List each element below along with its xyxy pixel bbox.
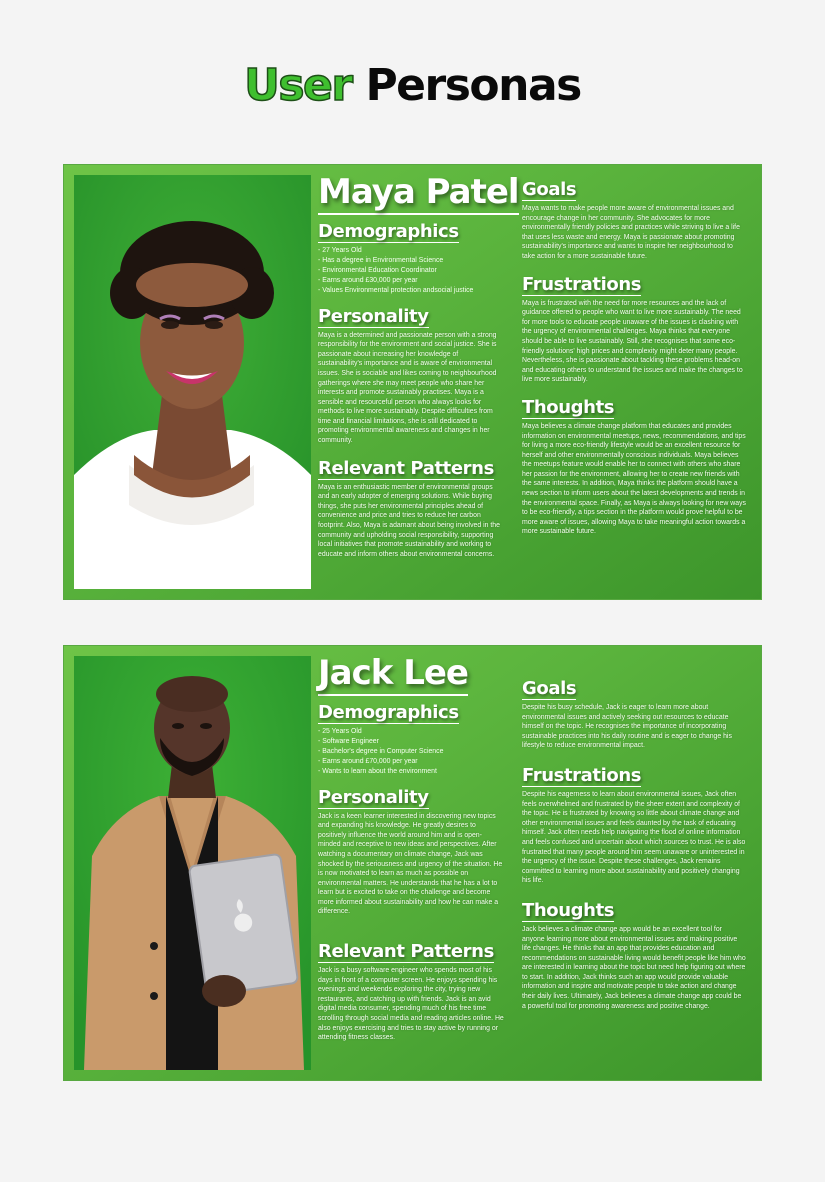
demographics-item: - Bachelor's degree in Computer Science — [318, 747, 504, 757]
goals-text: Maya wants to make people more aware of environmental issues and encourage change in her community. She advocates for more environmentally friendly policies and practices while striving to live a life that uses less waste and energy. Maya is passionate about promoting sustainability's importance and wants to inspire her neighbourhood to take action for a more sustainable future. — [522, 205, 740, 260]
persona-mid-column — [318, 654, 504, 1043]
thoughts-text: Jack believes a climate change app would be an excellent tool for anyone learning more about environmental issues and making positive life changes. He thinks that an app that provides education and recommendations on sustainable living would benefit people like him who are interested in learning about the topic but need help figuring out where to start. In addition, Jack thinks such an app would provide valuable information and inspire and motivate people to take action and change their daily lives. Ultimately, Jack believes a climate change app could be a powerful tool for promoting awareness and positive change. — [522, 925, 746, 1010]
demographics-list — [318, 246, 504, 296]
persona-right-column — [522, 179, 746, 537]
frustrations-heading: Frustrations — [522, 764, 642, 786]
personality-heading: Personality — [318, 305, 429, 327]
demographics-heading: Demographics — [318, 702, 459, 723]
persona-name: Jack Lee — [318, 654, 468, 696]
frustrations-text: Despite his eagerness to learn about environmental issues, Jack often feels overwhelmed and frustrated by the sheer extent and complexity of the topic. He is frustrated by knowing so little about climate change and other environmental issues and feels daunted by the task of educating himself. Jack often needs help navigating the flood of online information and feels confused and uncertain about which sources to trust. He is also frustrated that many people around him seem unaware or uninterested in the urgency of the issue. Despite these challenges, Jack remains committed to learning more about sustainability and positively changing his life. — [522, 790, 746, 885]
personality-text: Maya is a determined and passionate person with a strong responsibility for the environment and social justice. She is passionate about increasing her knowledge of sustainability's importance and is aware of environmental issues. She is sociable and likes coming to neighbourhood gatherings where she may meet people who share her interests and promote sustainably practises. Maya is a sensible and resourceful person who always looks for methods to live more sustainably. Despite difficulties from time and financial limitations, she is still dedicated to promoting environmental awareness and changes in her community. — [318, 331, 497, 445]
thoughts-text: Maya believes a climate change platform that educates and provides information on environmental meetups, news, recommendations, and tips for living a more eco-friendly lifestyle would be an excellent resource for herself and other environmentally conscious individuals. Maya believes the meetups feature would enable her to connect with others who share her passion for the environment, allowing her to create new friends with the same interests. In addition, Maya thinks the platform should have a news section to inform users about the latest developments and trends in the environmental space. Finally, as Maya is always looking for new ways to be eco-friendly, a tips section in the platform would prove helpful to be more aware of issues, allowing Maya to take meaningful action towards a more sustainable future. — [522, 422, 746, 536]
personality-text: Jack is a keen learner interested in discovering new topics and expanding his knowledge. He greatly desires to positively influence the world around him and is open-minded and receptive to new ideas and perspectives. After watching a documentary on climate change, Jack was shocked by the seriousness and urgency of the situation. He is now motivated to learn as much as possible on environmental matters. He understands that he has a lot to learn but is excited to take on the challenge and become more informed about sustainability and how he can make a difference. — [318, 812, 503, 916]
frustrations-heading: Frustrations — [522, 273, 642, 295]
page-title — [0, 58, 825, 114]
persona-card-maya — [64, 165, 761, 599]
demographics-item: - Earns around £30,000 per year — [318, 276, 504, 286]
personality-heading: Personality — [318, 786, 429, 808]
page-title-accent: User — [244, 60, 352, 111]
patterns-text: Jack is a busy software engineer who spends most of his days in front of a computer screen. He enjoys spending his evenings and weekends exploring the city, trying new restaurants, and catching up with friends. Jack is an avid digital media consumer, spending much of his free time scrolling through social media and reading articles online. He also enjoys exercising and tries to stay active by running or attending fitness classes. — [318, 967, 504, 1042]
demographics-item: - 27 Years Old — [318, 246, 504, 256]
demographics-item: - Software Engineer — [318, 737, 504, 747]
demographics-item: - Environmental Education Coordinator — [318, 266, 504, 276]
persona-name: Maya Patel — [318, 173, 519, 215]
page-title-rest: Personas — [365, 60, 581, 111]
frustrations-text: Maya is frustrated with the need for more resources and the lack of guidance offered to people who want to live more sustainably. The need for more tools to educate people unaware of the issues is clashing with the urgency of environmental challenges. Maya thinks that everyone should be able to live sustainably. Still, she recognises that some eco-friendly solutions' high prices and complexity might deter many people. Nevertheless, she is passionate about tackling these problems head-on and educating others to understand the issues and make the changes to live more sustainably. — [522, 299, 743, 384]
demographics-item: - 25 Years Old — [318, 727, 504, 737]
goals-heading: Goals — [522, 179, 577, 200]
demographics-item: - Has a degree in Environmental Science — [318, 256, 504, 266]
thoughts-heading: Thoughts — [522, 396, 615, 418]
persona-card-jack — [64, 646, 761, 1080]
persona-mid-column — [318, 172, 519, 559]
persona-photo-maya — [74, 175, 311, 589]
thoughts-heading: Thoughts — [522, 899, 615, 921]
demographics-heading: Demographics — [318, 221, 459, 242]
persona-right-column — [522, 678, 746, 1011]
demographics-item: - Earns around £70,000 per year — [318, 757, 504, 767]
demographics-item: - Values Environmental protection andsocial justice — [318, 286, 504, 296]
goals-text: Despite his busy schedule, Jack is eager to learn more about environmental issues and actively seeking out resources to educate himself on the topic. He recognises the importance of incorporating sustainable practices into his daily routine and is eager to change his lifestyle to reduce environmental impact. — [522, 704, 732, 750]
patterns-heading: Relevant Patterns — [318, 941, 494, 963]
demographics-list — [318, 727, 504, 777]
patterns-text: Maya is an enthusiastic member of environmental groups and an early adopter of emerging solutions. While buying things, she puts her environmental principles ahead of convenience and price and tries to reduce her carbon footprint. Also, Maya is adamant about being involved in the community and upholding social responsibility, supporting local initiatives that promote sustainability and working to educate and inform others about environmental concerns. — [318, 483, 500, 558]
patterns-heading: Relevant Patterns — [318, 457, 494, 479]
goals-heading: Goals — [522, 678, 577, 699]
demographics-item: - Wants to learn about the environment — [318, 767, 504, 777]
persona-photo-jack — [74, 656, 311, 1070]
